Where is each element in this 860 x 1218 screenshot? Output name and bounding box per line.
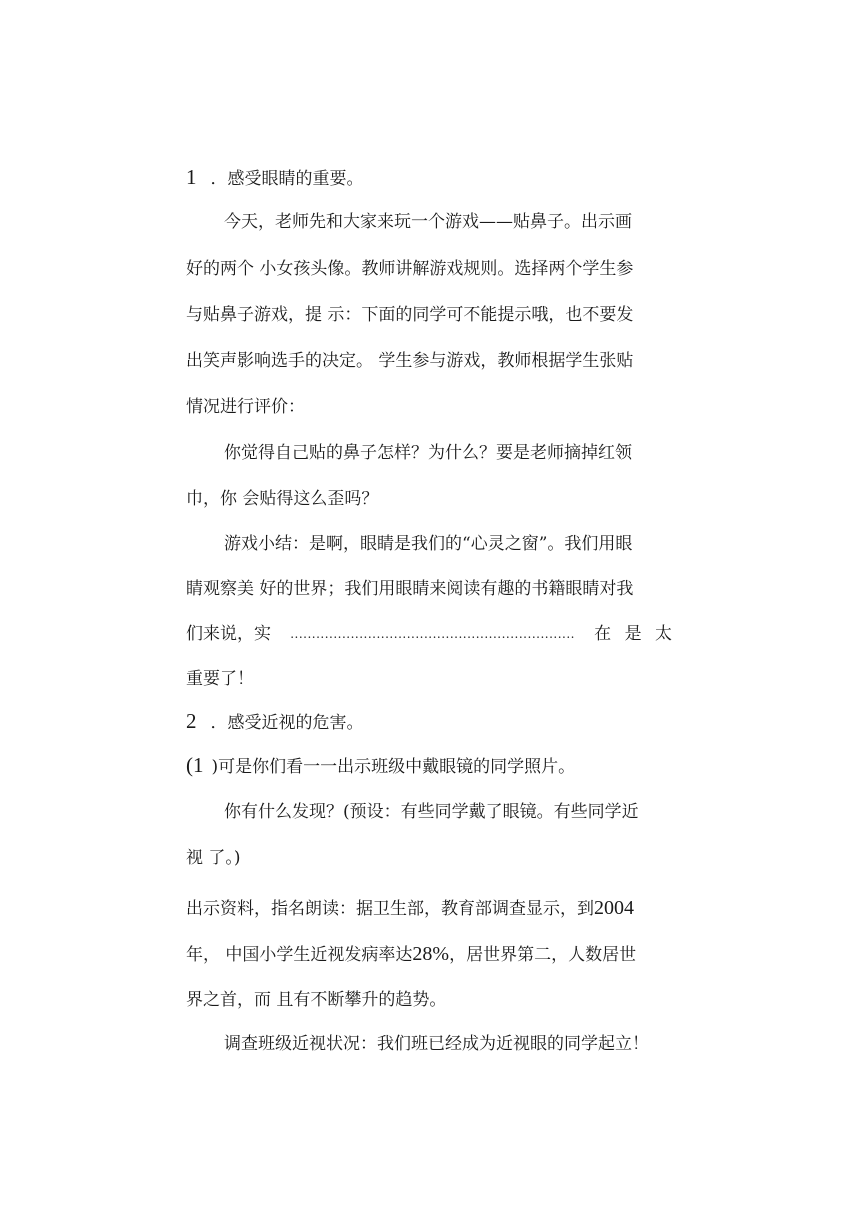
paragraph-line <box>186 942 676 967</box>
sub-item-number: (1 <box>186 753 204 777</box>
sub-item-text: )可是你们看一一出示班级中戴眼镜的同学照片。 <box>211 757 576 777</box>
section-1-title: ．感受眼睛的重要。 <box>210 169 364 189</box>
paragraph-line: 与贴鼻子游戏，提 示：下面的同学可不能提示哦，也不要发 <box>186 305 634 325</box>
sub-item-1 <box>186 753 676 779</box>
paragraph-line: 今天，老师先和大家来玩一个游戏——贴鼻子。出示画 <box>224 212 632 232</box>
paragraph-line: 出笑声影响选手的决定。 学生参与游戏，教师根据学生张贴 <box>186 351 634 371</box>
percentage-value: 28% <box>412 943 450 965</box>
paragraph-line: 你觉得自己贴的鼻子怎样？为什么？要是老师摘掉红领 <box>224 443 632 463</box>
paragraph-line: 你有什么发现？(预设：有些同学戴了眼镜。有些同学近 <box>224 802 639 822</box>
section-1-heading <box>186 165 676 191</box>
paragraph-line-dotted <box>186 622 676 646</box>
paragraph-line: 视 了。) <box>186 848 241 868</box>
section-2-heading <box>186 709 676 735</box>
paragraph-line: 游戏小结：是啊，眼睛是我们的“心灵之窗”。我们用眼 <box>224 534 633 554</box>
paragraph-line: 好的两个 小女孩头像。教师讲解游戏规则。选择两个学生参 <box>186 259 634 279</box>
year-value: 2004 <box>594 897 634 919</box>
text-segment: 年， 中国小学生近视发病率达 <box>186 945 413 965</box>
paragraph-line: 调查班级近视状况：我们班已经成为近视眼的同学起立！ <box>224 1034 649 1054</box>
section-1-number: 1 <box>186 165 197 189</box>
paragraph-line: 重要了！ <box>186 669 254 689</box>
text-segment: 在 是 太 <box>594 624 676 644</box>
paragraph-line: 界之首，而 且有不断攀升的趋势。 <box>186 990 447 1010</box>
text-segment: 们来说，实 <box>186 624 271 644</box>
dot-leader: .................................................................. <box>290 627 575 641</box>
text-segment: 出示资料，指名朗读：据卫生部，教育部调查显示，到 <box>186 899 594 919</box>
text-segment: ，居世界第二，人数居世 <box>449 945 637 965</box>
paragraph-line: 巾，你 会贴得这么歪吗？ <box>186 489 379 509</box>
paragraph-line: 情况进行评价： <box>186 397 305 417</box>
paragraph-line: 睛观察美 好的世界；我们用眼睛来阅读有趣的书籍眼睛对我 <box>186 579 634 599</box>
paragraph-line <box>186 896 676 921</box>
section-2-number: 2 <box>186 709 197 733</box>
section-2-title: ．感受近视的危害。 <box>210 713 364 733</box>
